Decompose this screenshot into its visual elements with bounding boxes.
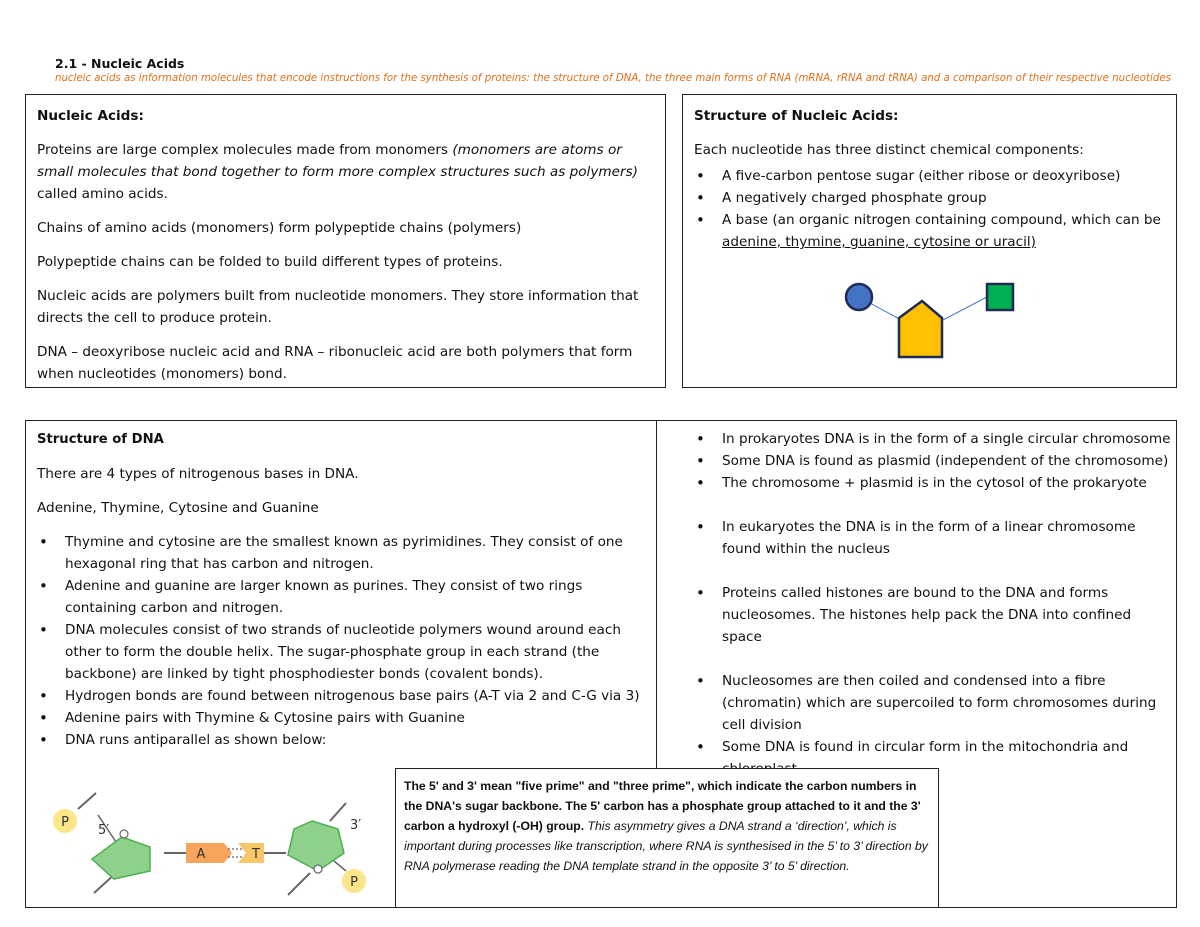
page-title: 2.1 - Nucleic Acids [55, 56, 185, 71]
list-item: • Adenine pairs with Thymine & Cytosine pairs with Guanine [37, 707, 647, 729]
prime-note-box [395, 768, 939, 908]
sugar-base-bond [941, 297, 987, 321]
structure-nucleic-heading: Structure of Nucleic Acids: [694, 108, 899, 124]
list-item: • A negatively charged phosphate group [694, 187, 1166, 209]
prime-note-text: The 5' and 3' mean "five prime" and "three prime", which indicate the carbon numbers in the DNA's sugar backbone. The 5' carbon has a phosphate group attached to it and the 3' carbon a hydroxyl (-OH) group. This asymmetry gives a DNA strand a ‘direction’, which is important during processes like transcription, where RNA is synthesised in the 5’ to 3’ direction by RNA polymerase reading the DNA template strand in the opposite 3’ to 5’ direction. [404, 779, 928, 873]
three-prime-label: 3′ [350, 818, 362, 833]
list-item: • DNA runs antiparallel as shown below: [37, 729, 647, 751]
list-item: • The chromosome + plasmid is in the cytosol of the prokaryote [694, 472, 1172, 494]
list-item: • Proteins called histones are bound to the DNA and forms nucleosomes. The histones help pack the DNA into confined space [694, 582, 1172, 648]
base-a-label: A [196, 847, 206, 862]
structure-nucleic-acids-box [682, 94, 1177, 388]
histone-list [694, 582, 1172, 648]
list-item: • In eukaryotes the DNA is in the form of a linear chromosome found within the nucleus [694, 516, 1172, 560]
base-a-shape [186, 843, 232, 863]
phosphate-5-label: P [61, 815, 69, 830]
list-item: • In prokaryotes DNA is in the form of a single circular chromosome [694, 428, 1172, 450]
dna-facts-list [37, 531, 647, 751]
nucleic-acids-heading: Nucleic Acids: [37, 108, 144, 124]
sugar-3-pentagon [288, 821, 344, 871]
base-square [987, 284, 1013, 310]
column-divider [656, 420, 657, 768]
list-item: • Some DNA is found in circular form in the mitochondria and [694, 736, 1172, 780]
nucleotide-intro: Each nucleotide has three distinct chemical components: [694, 142, 1084, 158]
phosphate-circle [846, 284, 872, 310]
dna-rna-paragraph: DNA – deoxyribose nucleic acid and RNA – ribonucleic acid are both polymers that form when nucleotides (monomers) bond. [37, 344, 633, 382]
chromosome-facts [694, 428, 1172, 780]
nucleic-polymers-paragraph: Nucleic acids are polymers built from nucleotide monomers. They store information that directs the cell to produce protein. [37, 288, 639, 326]
nucleosome-list [694, 670, 1172, 780]
base-t-label: T [252, 847, 260, 862]
structure-dna-heading: Structure of DNA [37, 432, 164, 447]
nucleotide-diagram [843, 281, 1023, 361]
list-item: • Thymine and cytosine are the smallest known as pyrimidines. They consist of one hexagonal ring that has carbon and nitrogen. [37, 531, 647, 575]
amino-chains-paragraph: Chains of amino acids (monomers) form polypeptide chains (polymers) [37, 220, 522, 236]
prokaryote-list [694, 428, 1172, 494]
antiparallel-diagram [48, 789, 378, 901]
list-item: • Nucleosomes are then coiled and condensed into a fibre (chromatin) which are supercoiled to form chromosomes during cell division [694, 670, 1172, 736]
four-bases-paragraph: There are 4 types of nitrogenous bases in DNA. [37, 466, 359, 482]
base-names-paragraph: Adenine, Thymine, Cytosine and Guanine [37, 500, 319, 516]
sugar-5-pentagon [92, 837, 150, 879]
sugar-pentagon [899, 301, 942, 357]
eukaryote-list [694, 516, 1172, 560]
list-item: • A base (an organic nitrogen containing compound, which can be adenine, thymine, guanine, cytosine or uracil) [694, 209, 1166, 253]
five-prime-label: 5′ [98, 823, 110, 838]
nucleic-acids-box [25, 94, 666, 388]
phosphate-3-label: P [350, 875, 358, 890]
list-item: • Adenine and guanine are larger known as purines. They consist of two rings containing carbon and nitrogen. [37, 575, 647, 619]
list-item: • Some DNA is found as plasmid (independent of the chromosome) [694, 450, 1172, 472]
list-item: • DNA molecules consist of two strands of nucleotide polymers wound around each other to form the double helix. The sugar-phosphate group in each strand (the backbone) are linked by tight phosphodiester bonds (covalent bonds). [37, 619, 647, 685]
page-subtitle: nucleic acids as information molecules that encode instructions for the synthesis of proteins: the structure of DNA, the three main forms of RNA (mRNA, rRNA and tRNA) and a comparison of their respective nucleotides [55, 73, 1171, 84]
base-t-shape [238, 843, 264, 863]
list-item: • Hydrogen bonds are found between nitrogenous base pairs (A-T via 2 and C-G via 3) [37, 685, 647, 707]
nucleotide-components-list [694, 165, 1166, 253]
proteins-paragraph: Proteins are large complex molecules made from monomers (monomers are atoms or small molecules that bond together to form more complex structures such as polymers) called amino acids. [37, 142, 638, 202]
polypeptide-paragraph: Polypeptide chains can be folded to build different types of proteins. [37, 254, 503, 270]
base-names: adenine, thymine, guanine, cytosine or uracil) [722, 234, 1036, 250]
list-item: • A five-carbon pentose sugar (either ribose or deoxyribose) [694, 165, 1166, 187]
